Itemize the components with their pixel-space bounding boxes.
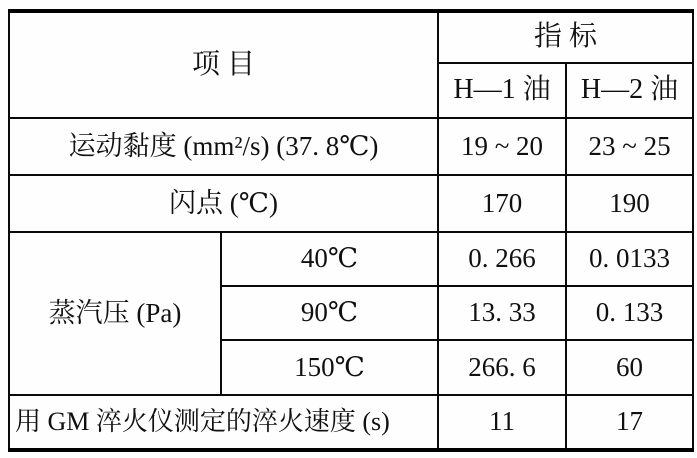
header-item-cell: 项 目 — [9, 11, 438, 118]
vapor-pressure-150-h1-value: 266. 6 — [438, 340, 566, 395]
quench-speed-h2-value: 17 — [566, 395, 693, 450]
vapor-pressure-temp-90-label: 90℃ — [221, 286, 438, 340]
table-row-quench-speed — [9, 395, 693, 450]
table-row-vapor-pressure-40 — [9, 232, 693, 286]
header-row-indicator — [9, 11, 693, 63]
header-indicator-cell: 指 标 — [438, 11, 693, 63]
viscosity-row-label: 运动黏度 (mm²/s) (37. 8℃) — [9, 118, 438, 175]
table-row-viscosity — [9, 118, 693, 175]
vapor-pressure-40-h2-value: 0. 0133 — [566, 232, 693, 286]
table-row-flash-point — [9, 175, 693, 232]
quench-speed-h1-value: 11 — [438, 395, 566, 450]
vapor-pressure-temp-150-label: 150℃ — [221, 340, 438, 395]
col-header-h2-oil: H—2 油 — [566, 63, 693, 118]
viscosity-h2-value: 23 ~ 25 — [566, 118, 693, 175]
vapor-pressure-150-h2-value: 60 — [566, 340, 693, 395]
vapor-pressure-90-h1-value: 13. 33 — [438, 286, 566, 340]
vapor-pressure-temp-40-label: 40℃ — [221, 232, 438, 286]
flash-point-h2-value: 190 — [566, 175, 693, 232]
flash-point-row-label: 闪点 (℃) — [9, 175, 438, 232]
quenching-oil-properties-table — [8, 9, 694, 452]
vapor-pressure-40-h1-value: 0. 266 — [438, 232, 566, 286]
vapor-pressure-90-h2-value: 0. 133 — [566, 286, 693, 340]
viscosity-h1-value: 19 ~ 20 — [438, 118, 566, 175]
flash-point-h1-value: 170 — [438, 175, 566, 232]
col-header-h1-oil: H—1 油 — [438, 63, 566, 118]
vapor-pressure-group-label: 蒸汽压 (Pa) — [9, 232, 221, 395]
quench-speed-row-label: 用 GM 淬火仪测定的淬火速度 (s) — [9, 395, 438, 450]
